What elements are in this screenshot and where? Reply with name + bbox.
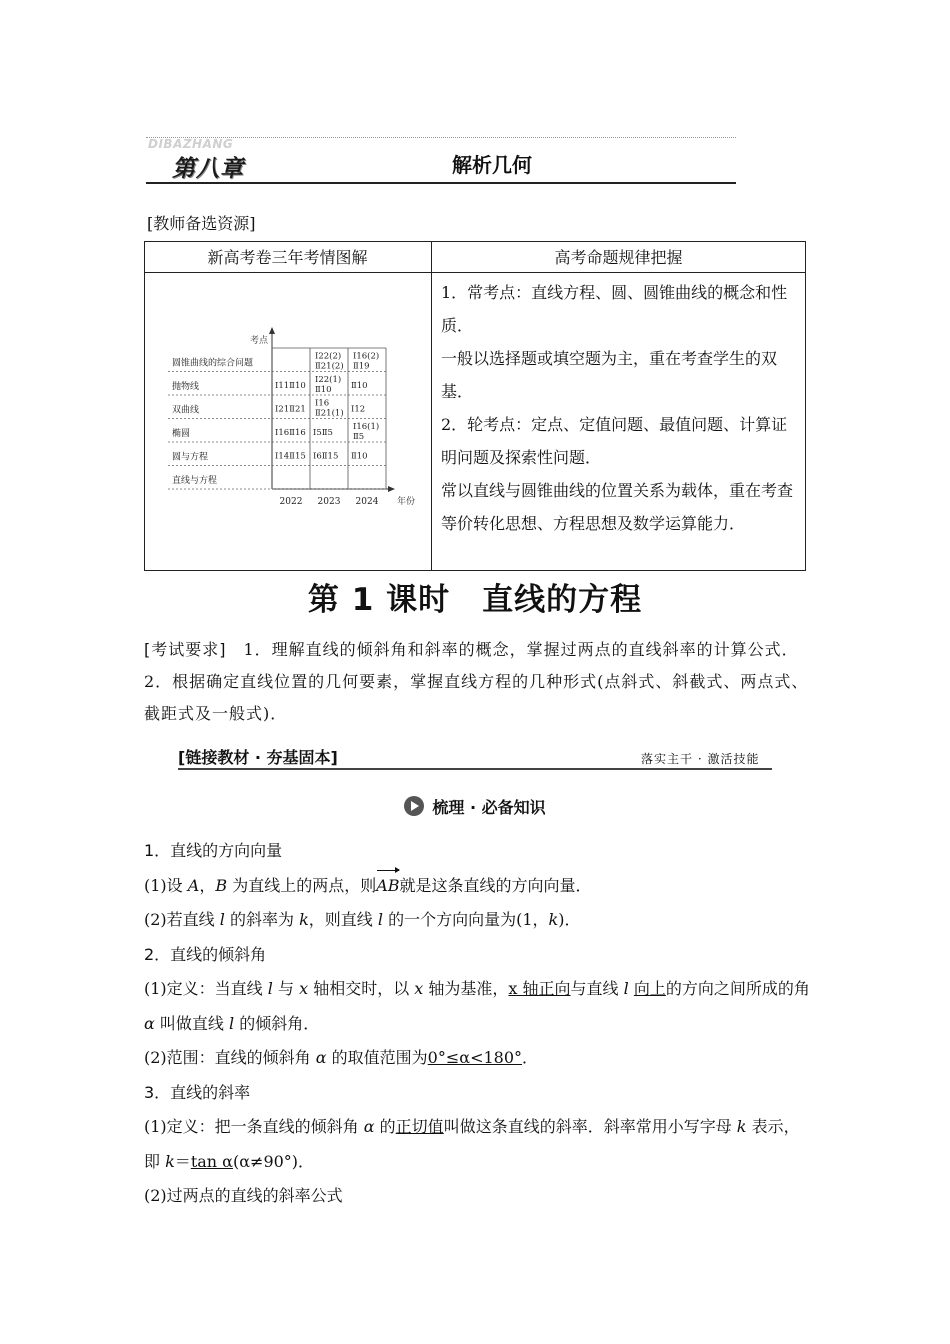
x-tick-label: 2024 [355,497,379,507]
cell-value: Ⅰ16 [315,398,330,409]
x-axis-label: 年份 [397,497,416,507]
teacher-resource-label: [教师备选资源] [147,214,256,233]
cell-value: Ⅰ16(2) [353,351,380,362]
knowledge-heading [0,795,950,818]
paragraph: (2)范围：直线的倾斜角 α 的取值范围为0°≤α<180°． [144,1048,539,1067]
blank-answer: 向上 [633,979,666,998]
cell-value: Ⅱ10 [315,385,332,395]
knowledge-content [144,834,812,1214]
row-label: 圆与方程 [172,452,209,463]
play-icon [404,796,424,816]
rule-line: 1．常考点：直线方程、圆、圆锥曲线的概念和性质． [441,283,788,335]
cell-value: Ⅰ5Ⅱ5 [313,428,333,438]
cell-value: Ⅰ16(1) [353,422,380,432]
header-rule [146,182,736,184]
rule-line: 常以直线与圆锥曲线的位置关系为载体，重在考查等价转化思想、方程思想及数学运算能力． [441,481,794,533]
exam-frequency-chart [160,322,422,512]
heading-inclination: 2．直线的倾斜角 [144,944,267,964]
y-axis-arrow [269,327,275,334]
header-dotted-rule [146,137,736,138]
exam-requirements [144,634,812,730]
blank-answer: 正切值 [395,1117,444,1136]
x-tick-label: 2022 [279,497,303,507]
x-axis-arrow [388,486,395,492]
chapter-title: 解析几何 [452,153,532,177]
cell-value: Ⅱ5 [353,432,365,442]
row-label: 抛物线 [172,382,200,392]
paragraph: (1)定义：把一条直线的倾斜角 α 的正切值叫做这条直线的斜率．斜率常用小写字母 k 表示，即 k＝tan α(α≠90°)． [144,1117,800,1171]
heading-slope: 3．直线的斜率 [144,1082,251,1102]
cell-value: Ⅰ14Ⅱ15 [275,451,306,462]
paragraph: (1)设 A，B 为直线上的两点，则AB就是这条直线的方向向量． [144,869,812,904]
blank-answer: 0°≤α<180° [427,1048,523,1067]
cell-value: Ⅱ19 [353,361,370,372]
cell-value: Ⅱ21(1) [315,408,344,419]
lesson-title: 第 1 课时 直线的方程 [307,582,643,618]
cell-value: Ⅰ22(1) [315,375,342,385]
cell-value: Ⅰ22(2) [315,351,342,362]
cell-value: Ⅰ21Ⅱ21 [275,404,306,415]
section-title: [链接教材 · 夯基固本] [178,748,338,767]
row-label: 圆锥曲线的综合问题 [172,358,254,369]
table-header-left: 新高考卷三年考情图解 [207,248,368,267]
heading-direction-vector: 1．直线的方向向量 [144,841,283,860]
paragraph: (2)过两点的直线的斜率公式 [144,1186,343,1205]
x-tick-label: 2023 [317,497,341,507]
section-subtitle: 落实主干 · 激活技能 [641,752,760,766]
chapter-label: 第八章 [172,156,244,182]
cell-value: Ⅰ11Ⅱ10 [275,381,306,391]
chapter-pinyin: DIBAZHANG [148,137,234,151]
rule-line: 一般以选择题或填空题为主，重在考查学生的双基． [441,349,778,401]
blank-answer: tan α [190,1151,233,1171]
cell-value: Ⅱ10 [351,451,368,462]
cell-value: Ⅱ10 [351,381,368,391]
row-label: 椭圆 [172,429,191,439]
exam-rules [441,276,799,540]
cell-value: Ⅱ21(2) [315,361,344,372]
cell-value: Ⅰ12 [351,404,366,415]
requirement-text: 1．理解直线的倾斜角和斜率的概念，掌握过两点的直线斜率的计算公式．2．根据确定直线位置的几何要素，掌握直线方程的几种形式(点斜式、斜截式、两点式、截距式及一般式)． [144,640,809,723]
section-rule [178,768,772,770]
blank-answer: x 轴正向 [508,979,571,998]
paragraph: (1)定义：当直线 l 与 x 轴相交时，以 x 轴为基准，x 轴正向与直线 l 向上的方向之间所成的角 α 叫做直线 l 的倾斜角． [144,979,810,1033]
cell-value: Ⅰ16Ⅱ16 [275,428,306,438]
y-axis-label: 考点 [249,336,268,346]
paragraph: (2)若直线 l 的斜率为 k，则直线 l 的一个方向向量为(1，k)． [144,910,581,929]
vector-ab: AB [376,869,399,904]
requirement-label: [考试要求] [144,640,227,659]
row-label: 双曲线 [172,405,200,416]
table-header-right: 高考命题规律把握 [554,248,683,267]
table-divider [431,241,432,571]
row-label: 直线与方程 [172,476,218,486]
table-header-rule [144,272,806,273]
cell-value: Ⅰ6Ⅱ15 [313,451,339,462]
knowledge-heading-text: 梳理 · 必备知识 [432,798,546,817]
rule-line: 2．轮考点：定点、定值问题、最值问题、计算证明问题及探索性问题． [441,415,788,467]
